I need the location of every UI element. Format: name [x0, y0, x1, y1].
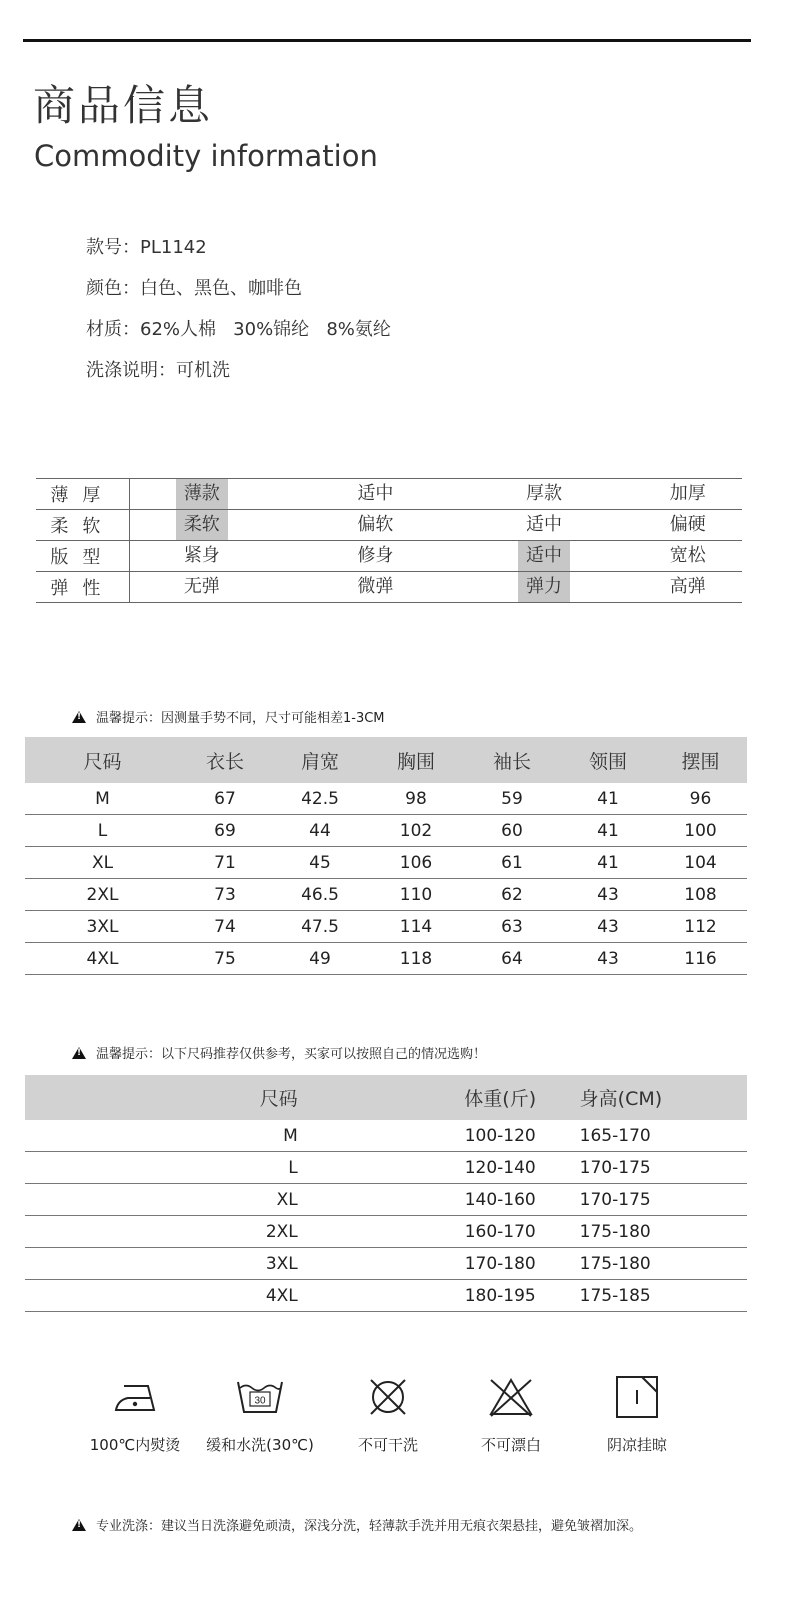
- table-row: [25, 815, 747, 847]
- iron-icon: [110, 1374, 160, 1420]
- column-header: 袖长: [462, 737, 562, 783]
- recommend-notice-text: 温馨提示：以下尺码推荐仅供参考，买家可以按照自己的情况选购！: [96, 1047, 487, 1062]
- table-cell: 71: [180, 847, 270, 879]
- column-header: 体重(斤): [453, 1075, 548, 1120]
- table-row: [25, 879, 747, 911]
- care-item-no-dry-clean: [323, 1374, 453, 1455]
- table-cell: 160-170: [453, 1216, 548, 1248]
- table-cell: 170-180: [453, 1248, 548, 1280]
- table-cell: 2XL: [25, 1216, 453, 1248]
- column-header: 身高(CM): [548, 1075, 747, 1120]
- table-cell: 106: [370, 847, 462, 879]
- care-item-no-bleach: [446, 1374, 576, 1455]
- table-cell: 45: [270, 847, 370, 879]
- warning-icon: [72, 1047, 86, 1059]
- table-cell: 102: [370, 815, 462, 847]
- table-row: [25, 1184, 747, 1216]
- table-row: [25, 1152, 747, 1184]
- care-label: 不可干洗: [357, 1436, 418, 1454]
- attribute-option-cell: [634, 572, 742, 603]
- measurement-notice: [72, 707, 385, 726]
- product-info: [86, 232, 391, 396]
- attribute-row: [36, 479, 742, 510]
- attribute-option-cell: [129, 479, 296, 510]
- attribute-option-cell: [465, 541, 634, 572]
- washing-advice-text: 专业洗涤：建议当日洗涤避免顽渍，深浅分洗，轻薄款手洗并用无痕衣架悬挂，避免皱褶加深。: [96, 1519, 643, 1534]
- attribute-option-cell: [129, 510, 296, 541]
- table-cell: 104: [654, 847, 747, 879]
- care-instructions: [0, 1374, 790, 1474]
- table-row: [25, 911, 747, 943]
- wash-30-icon: [234, 1374, 286, 1420]
- table-cell: 46.5: [270, 879, 370, 911]
- attribute-option: 厚款: [525, 483, 562, 504]
- attribute-row: [36, 541, 742, 572]
- column-header: 胸围: [370, 737, 462, 783]
- care-item-line-dry: [572, 1374, 702, 1455]
- care-label: 阴凉挂晾: [606, 1436, 667, 1454]
- attribute-row: [36, 510, 742, 541]
- table-cell: 67: [180, 783, 270, 815]
- table-cell: XL: [25, 847, 180, 879]
- info-material: 材质：62%人棉 30%锦纶 8%氨纶: [86, 319, 391, 340]
- table-cell: 3XL: [25, 911, 180, 943]
- table-cell: 4XL: [25, 943, 180, 975]
- attribute-option: 偏硬: [669, 514, 706, 535]
- table-cell: 60: [462, 815, 562, 847]
- table-cell: 61: [462, 847, 562, 879]
- care-label: 100℃内熨烫: [89, 1436, 181, 1454]
- table-cell: 73: [180, 879, 270, 911]
- table-row: [25, 783, 747, 815]
- washing-advice: [72, 1515, 642, 1534]
- table-cell: 112: [654, 911, 747, 943]
- attribute-option: 偏软: [357, 514, 394, 535]
- info-style-number: 款号：PL1142: [86, 237, 207, 258]
- attribute-option-selected: 适中: [518, 541, 570, 571]
- no-dry-clean-icon: [363, 1374, 413, 1420]
- attribute-option: 微弹: [357, 576, 394, 597]
- attribute-option-cell: [465, 510, 634, 541]
- attribute-option-cell: [634, 479, 742, 510]
- column-header: 摆围: [654, 737, 747, 783]
- attribute-option: 适中: [357, 483, 394, 504]
- table-cell: M: [25, 783, 180, 815]
- table-cell: 98: [370, 783, 462, 815]
- attribute-option: 无弹: [183, 576, 220, 597]
- attribute-option-selected: 薄款: [176, 479, 228, 509]
- table-cell: 96: [654, 783, 747, 815]
- attribute-option-cell: [296, 572, 465, 603]
- care-item-iron: [70, 1374, 200, 1455]
- warning-icon: [72, 711, 86, 723]
- table-cell: 2XL: [25, 879, 180, 911]
- table-cell: 59: [462, 783, 562, 815]
- attribute-option-cell: [129, 572, 296, 603]
- table-cell: 140-160: [453, 1184, 548, 1216]
- table-cell: L: [25, 815, 180, 847]
- attribute-option-cell: [634, 510, 742, 541]
- top-divider: [23, 39, 751, 42]
- column-header: 尺码: [25, 1075, 453, 1120]
- table-cell: 47.5: [270, 911, 370, 943]
- care-item-wash: [195, 1374, 325, 1455]
- attribute-option-cell: [465, 572, 634, 603]
- info-colors: 颜色：白色、黑色、咖啡色: [86, 278, 302, 299]
- table-row: [25, 847, 747, 879]
- table-row: [25, 1248, 747, 1280]
- attribute-option-selected: 弹力: [518, 572, 570, 602]
- column-header: 衣长: [180, 737, 270, 783]
- table-cell: 42.5: [270, 783, 370, 815]
- table-cell: 100: [654, 815, 747, 847]
- line-dry-shade-icon: [612, 1374, 662, 1420]
- attribute-option: 高弹: [669, 576, 706, 597]
- attribute-name: 弹性: [36, 572, 129, 603]
- warning-icon: [72, 1519, 86, 1531]
- table-cell: 62: [462, 879, 562, 911]
- table-cell: 165-170: [548, 1120, 747, 1152]
- table-cell: 118: [370, 943, 462, 975]
- table-cell: XL: [25, 1184, 453, 1216]
- table-cell: 114: [370, 911, 462, 943]
- table-cell: 44: [270, 815, 370, 847]
- attribute-option-cell: [296, 541, 465, 572]
- table-cell: 4XL: [25, 1280, 453, 1312]
- care-label: 缓和水洗(30℃): [206, 1436, 314, 1454]
- table-cell: 120-140: [453, 1152, 548, 1184]
- page-title: 商品信息: [33, 81, 214, 130]
- table-cell: 75: [180, 943, 270, 975]
- table-cell: 100-120: [453, 1120, 548, 1152]
- table-cell: 170-175: [548, 1184, 747, 1216]
- column-header: 肩宽: [270, 737, 370, 783]
- table-cell: 41: [562, 783, 654, 815]
- table-cell: 3XL: [25, 1248, 453, 1280]
- table-cell: L: [25, 1152, 453, 1184]
- attribute-option-cell: [634, 541, 742, 572]
- attribute-name: 版型: [36, 541, 129, 572]
- table-cell: 175-185: [548, 1280, 747, 1312]
- attribute-name: 薄厚: [36, 479, 129, 510]
- table-cell: 41: [562, 847, 654, 879]
- table-cell: 110: [370, 879, 462, 911]
- attribute-name: 柔软: [36, 510, 129, 541]
- attribute-option-cell: [129, 541, 296, 572]
- table-cell: 74: [180, 911, 270, 943]
- info-washing: 洗涤说明：可机洗: [86, 360, 230, 381]
- table-cell: 175-180: [548, 1248, 747, 1280]
- wash-temperature: 30: [254, 1395, 266, 1407]
- care-label: 不可漂白: [480, 1436, 541, 1454]
- attribute-option: 宽松: [669, 545, 706, 566]
- table-cell: 63: [462, 911, 562, 943]
- table-cell: 108: [654, 879, 747, 911]
- table-cell: 64: [462, 943, 562, 975]
- attribute-option: 修身: [357, 545, 394, 566]
- table-cell: 116: [654, 943, 747, 975]
- table-cell: 180-195: [453, 1280, 548, 1312]
- table-row: [25, 1120, 747, 1152]
- attribute-option-cell: [296, 479, 465, 510]
- size-table: [25, 737, 747, 975]
- table-row: [25, 1280, 747, 1312]
- attribute-option: 加厚: [669, 483, 706, 504]
- table-cell: 43: [562, 879, 654, 911]
- table-cell: 69: [180, 815, 270, 847]
- column-header: 尺码: [25, 737, 180, 783]
- attribute-option-selected: 柔软: [176, 510, 228, 540]
- attribute-option: 适中: [525, 514, 562, 535]
- no-bleach-icon: [485, 1374, 537, 1420]
- attribute-row: [36, 572, 742, 603]
- attribute-option-cell: [465, 479, 634, 510]
- table-cell: M: [25, 1120, 453, 1152]
- table-row: [25, 1216, 747, 1248]
- attribute-option: 紧身: [183, 545, 220, 566]
- table-cell: 41: [562, 815, 654, 847]
- measurement-notice-text: 温馨提示：因测量手势不同，尺寸可能相差1-3CM: [96, 711, 385, 726]
- column-header: 领围: [562, 737, 654, 783]
- attribute-grid: [36, 478, 742, 603]
- table-cell: 43: [562, 911, 654, 943]
- table-row: [25, 943, 747, 975]
- recommend-table: [25, 1075, 747, 1312]
- table-cell: 175-180: [548, 1216, 747, 1248]
- table-cell: 170-175: [548, 1152, 747, 1184]
- table-cell: 43: [562, 943, 654, 975]
- attribute-option-cell: [296, 510, 465, 541]
- page-subtitle: Commodity information: [34, 139, 378, 173]
- recommend-notice: [72, 1043, 486, 1062]
- table-cell: 49: [270, 943, 370, 975]
